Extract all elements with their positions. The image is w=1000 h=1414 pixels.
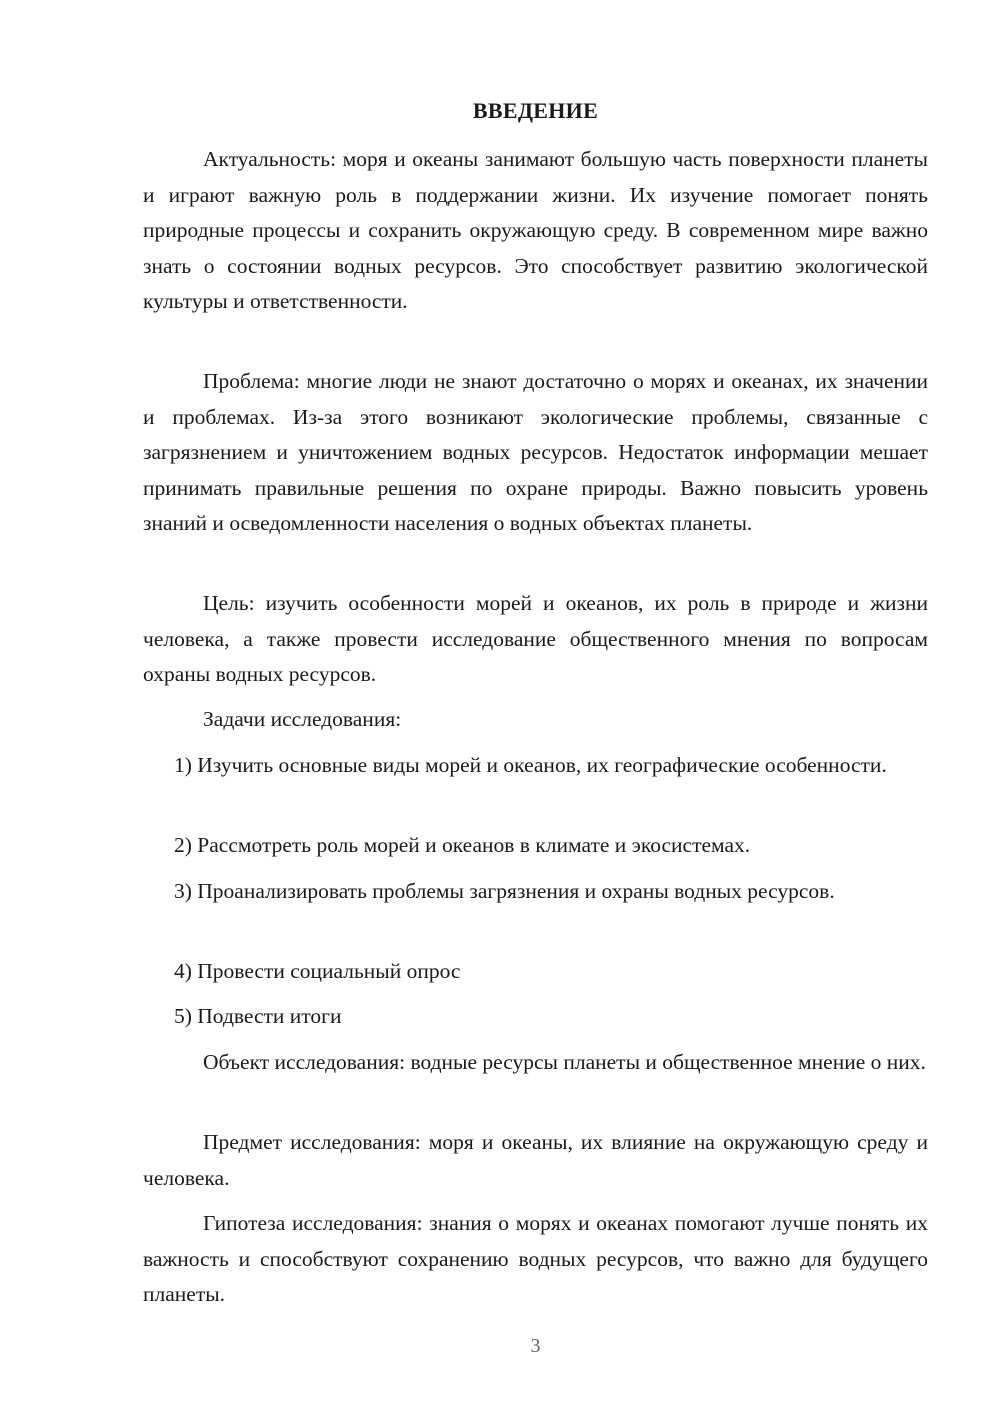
task-item-5: 5) Подвести итоги <box>174 1004 342 1028</box>
paragraph-goal: Цель: изучить особенности морей и океанов, их роль в природе и жизни человека, а также провести исследование общественного мнения по вопросам охраны водных ресурсов. <box>143 591 928 686</box>
task-item-1: 1) Изучить основные виды морей и океанов, их географические особенности. <box>174 753 887 777</box>
paragraph-relevance: Актуальность: моря и океаны занимают большую часть поверхности планеты и играют важную роль в поддержании жизни. Их изучение помогает понять природные процессы и сохранить окружающую среду. В современном мире важно знать о состоянии водных ресурсов. Это способствует развитию экологической культуры и ответственности. <box>143 147 928 313</box>
document-page <box>143 0 928 1414</box>
task-item-2: 2) Рассмотреть роль морей и океанов в климате и экосистемах. <box>174 833 751 857</box>
paragraph-subject: Предмет исследования: моря и океаны, их влияние на окружающую среду и человека. <box>143 1130 928 1190</box>
task-item-3: 3) Проанализировать проблемы загрязнения и охраны водных ресурсов. <box>174 879 835 903</box>
page-number: 3 <box>530 1335 541 1357</box>
task-item-4: 4) Провести социальный опрос <box>174 959 461 983</box>
paragraph-problem: Проблема: многие люди не знают достаточно о морях и океанах, их значении и проблемах. Из-за этого возникают экологические проблемы, связанные с загрязнением и уничтожением водных ресурсов. Недостаток информации мешает принимать правильные решения по охране природы. Важно повысить уровень знаний и осведомленности населения о водных объектах планеты. <box>143 369 928 535</box>
paragraph-hypothesis: Гипотеза исследования: знания о морях и океанах помогают лучше понять их важность и способствуют сохранению водных ресурсов, что важно для будущего планеты. <box>143 1211 928 1306</box>
page-title: ВВЕДЕНИЕ <box>472 98 599 123</box>
paragraph-tasks-heading: Задачи исследования: <box>203 707 402 731</box>
paragraph-object: Объект исследования: водные ресурсы планеты и общественное мнение о них. <box>203 1050 926 1074</box>
